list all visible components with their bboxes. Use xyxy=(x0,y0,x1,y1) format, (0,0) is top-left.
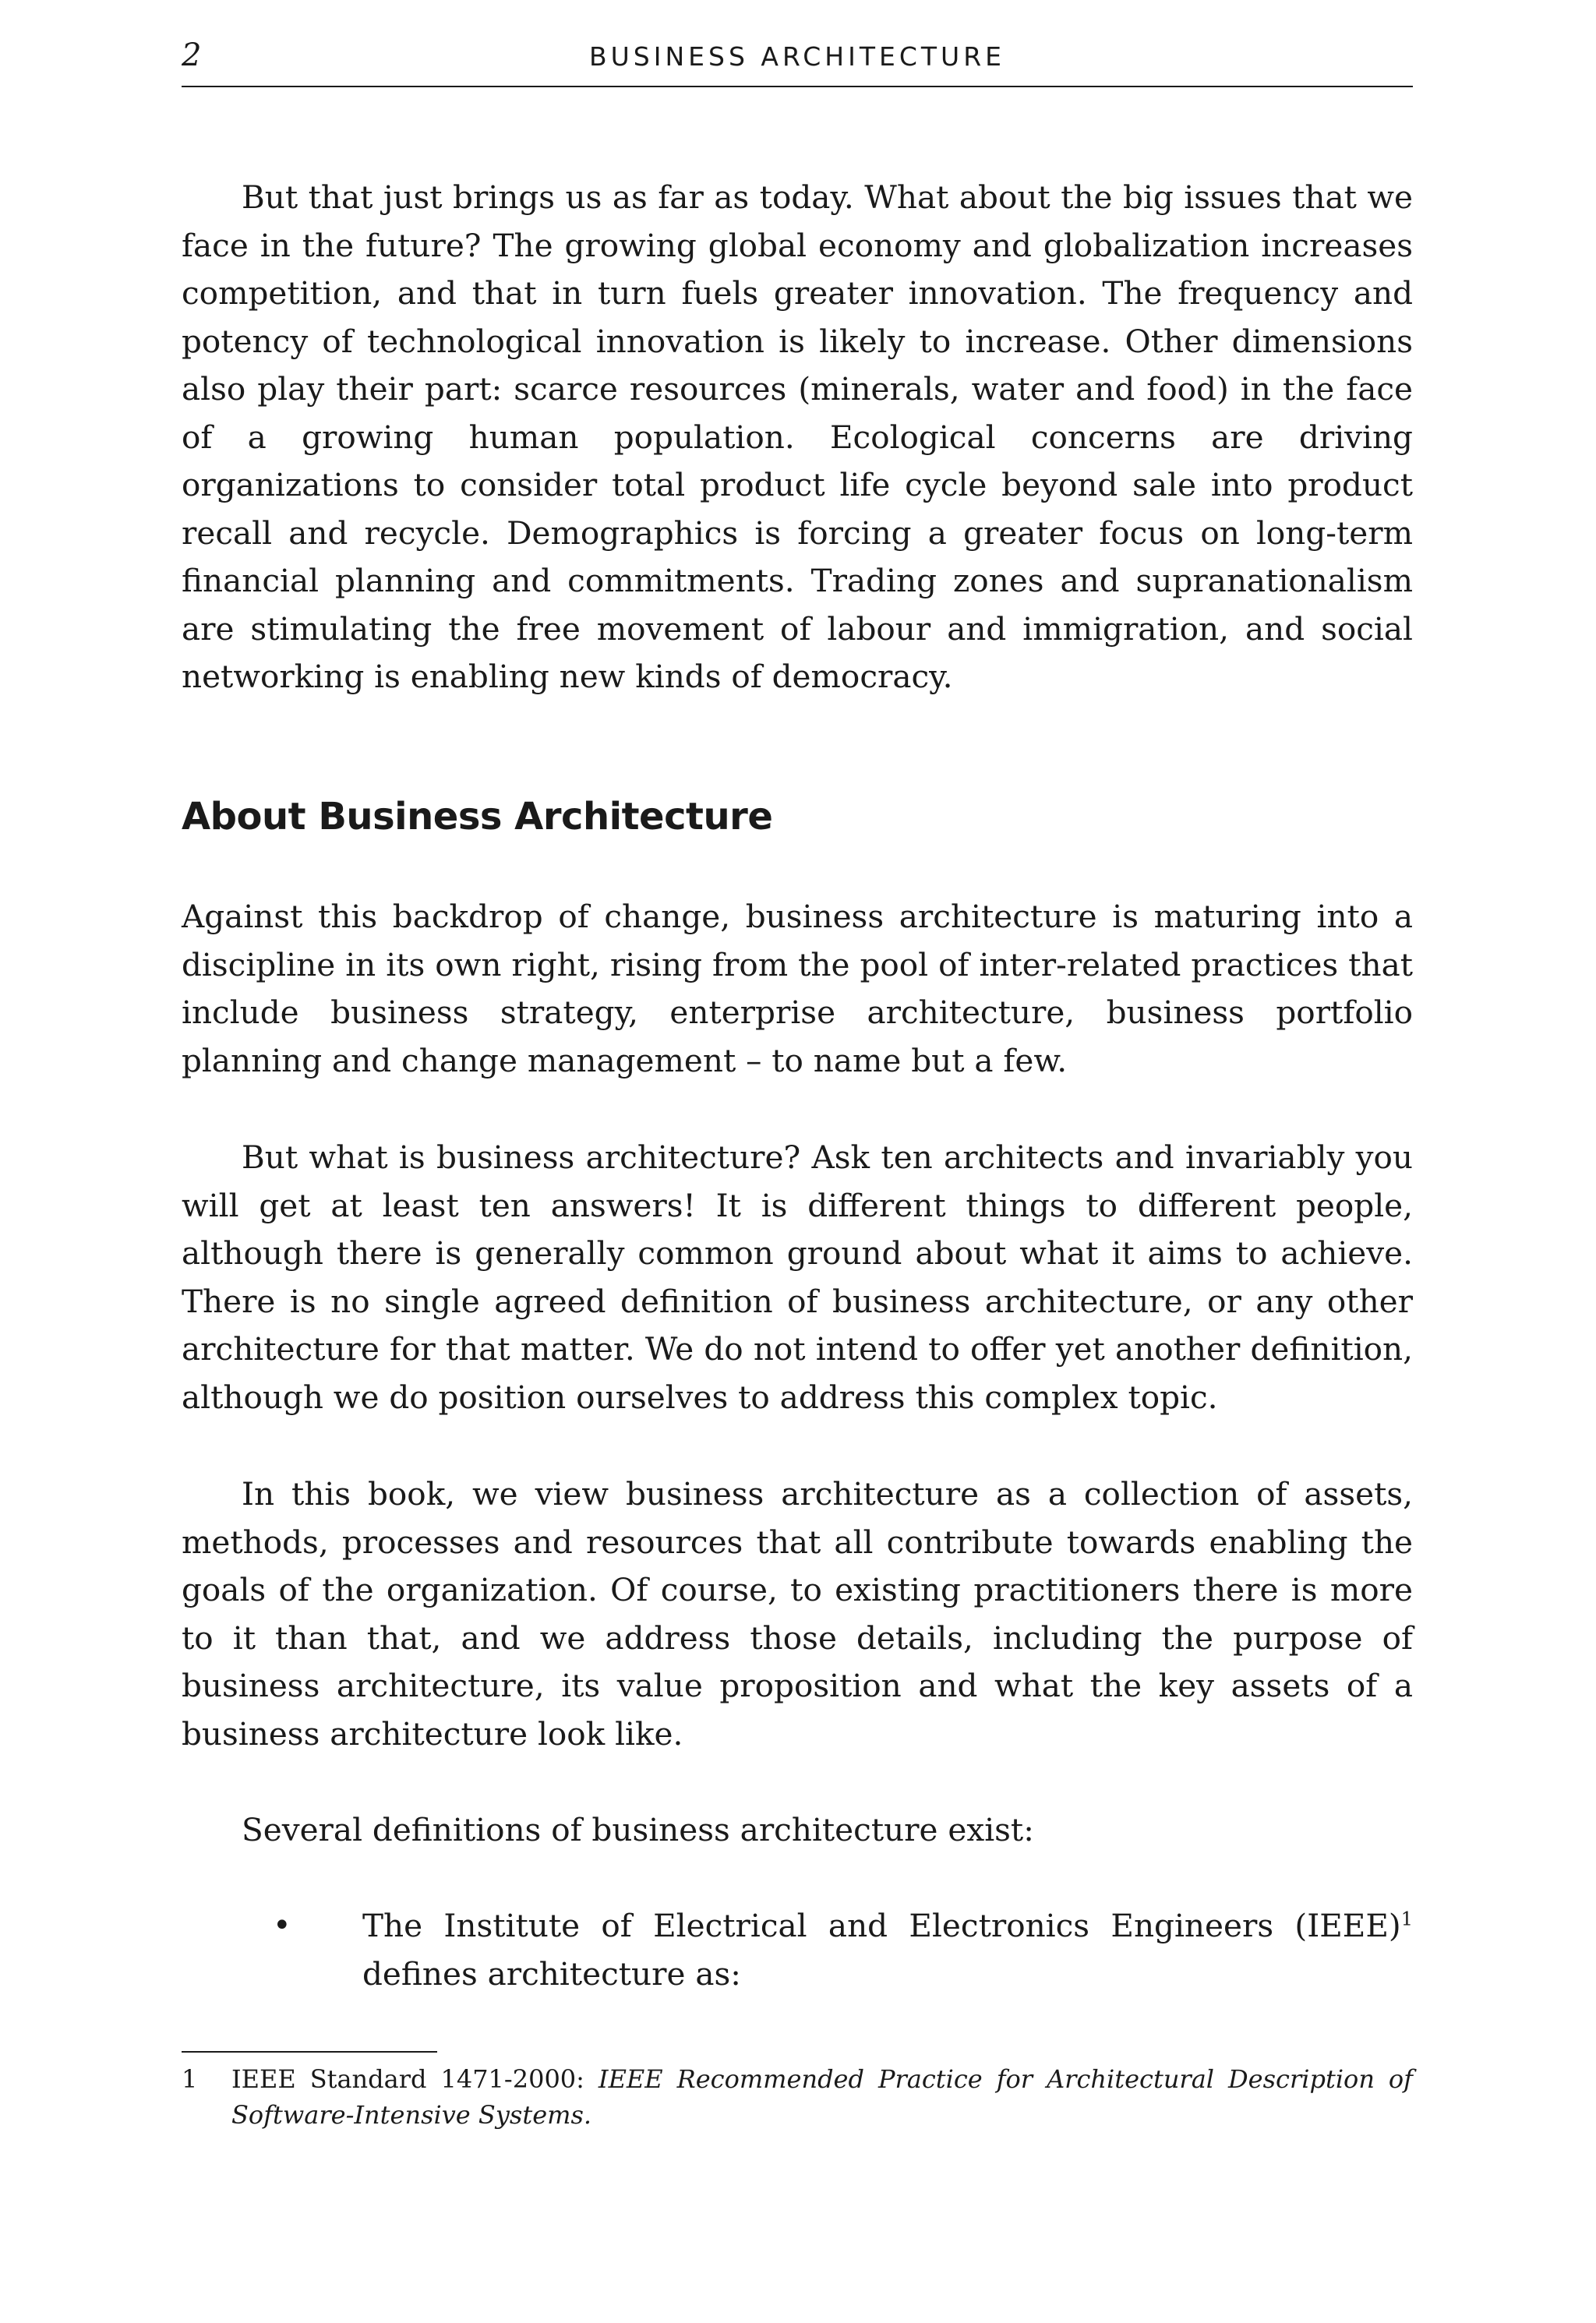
bullet-text xyxy=(362,1902,1413,1998)
bullet-text-before: The Institute of Electrical and Electronics Engineers (IEEE) xyxy=(362,1907,1401,1944)
book-page xyxy=(182,0,1413,2323)
paragraph-text: But that just brings us as far as today. What about the big issues that we face in the future? The growing global economy and globalization increases competition, and that in turn fuels greater innovation. The frequency and potency of technological innovation is likely to increase. Other dimensions also play their part: scarce resources (minerals, water and food) in the face of a growing human population. Ecological concerns are driving organizations to consider total product life cycle beyond sale into product recall and recycle. Demographics is forcing a greater focus on long-term financial planning and commitments. Trading zones and supranationalism are stimulating the free movement of labour and immigration, and social networking is enabling new kinds of democracy. xyxy=(182,178,1413,695)
footnote-lead: IEEE Standard 1471-2000: xyxy=(231,2064,598,2094)
bullet-dot-icon: • xyxy=(273,1908,291,1943)
paragraph-backdrop xyxy=(182,893,1413,1085)
running-title: BUSINESS ARCHITECTURE xyxy=(589,41,1005,72)
paragraph-text: Against this backdrop of change, business architecture is maturing into a discipline in its own right, rising from the pool of inter-related practices that include business strategy, enterprise architecture, business portfolio planning and change management – to name but a few. xyxy=(182,898,1413,1079)
paragraph-what-is xyxy=(182,1134,1413,1421)
section-heading-block xyxy=(182,793,1413,840)
footnote-divider xyxy=(182,2051,437,2053)
footnote-title: IEEE Recommended Practice for Architectural Description of Software-Intensive Systems. xyxy=(231,2064,1414,2130)
paragraph-definitions xyxy=(182,1806,1413,1855)
bullet-text-after: defines architecture as: xyxy=(362,1954,741,1993)
footnote-text xyxy=(231,2061,1413,2133)
footnote-number: 1 xyxy=(182,2064,198,2094)
paragraph-text: But what is business architecture? Ask ten architects and invariably you will get at least ten answers! It is different things to different people, although there is generally common ground about what it aims to achieve. There is no single agreed definition of business architecture, or any other architecture for that matter. We do not intend to offer yet another definition, although we do position ourselves to address this complex topic. xyxy=(182,1139,1413,1416)
running-header xyxy=(182,31,1413,87)
paragraph-in-this-book xyxy=(182,1470,1413,1758)
paragraph-future-issues xyxy=(182,174,1413,701)
paragraph-text: In this book, we view business architecture as a collection of assets, methods, processes and resources that all contribute towards enabling the goals of the organization. Of course, to existing practitioners there is more to it than that, and we address those details, including the purpose of business architecture, its value proposition and what the key assets of a business architecture look like. xyxy=(182,1475,1413,1753)
section-heading: About Business Architecture xyxy=(182,795,773,838)
footnote-reference[interactable]: 1 xyxy=(1400,1908,1413,1930)
page-number: 2 xyxy=(182,37,202,73)
paragraph-text: Several definitions of business architecture exist: xyxy=(242,1811,1034,1848)
